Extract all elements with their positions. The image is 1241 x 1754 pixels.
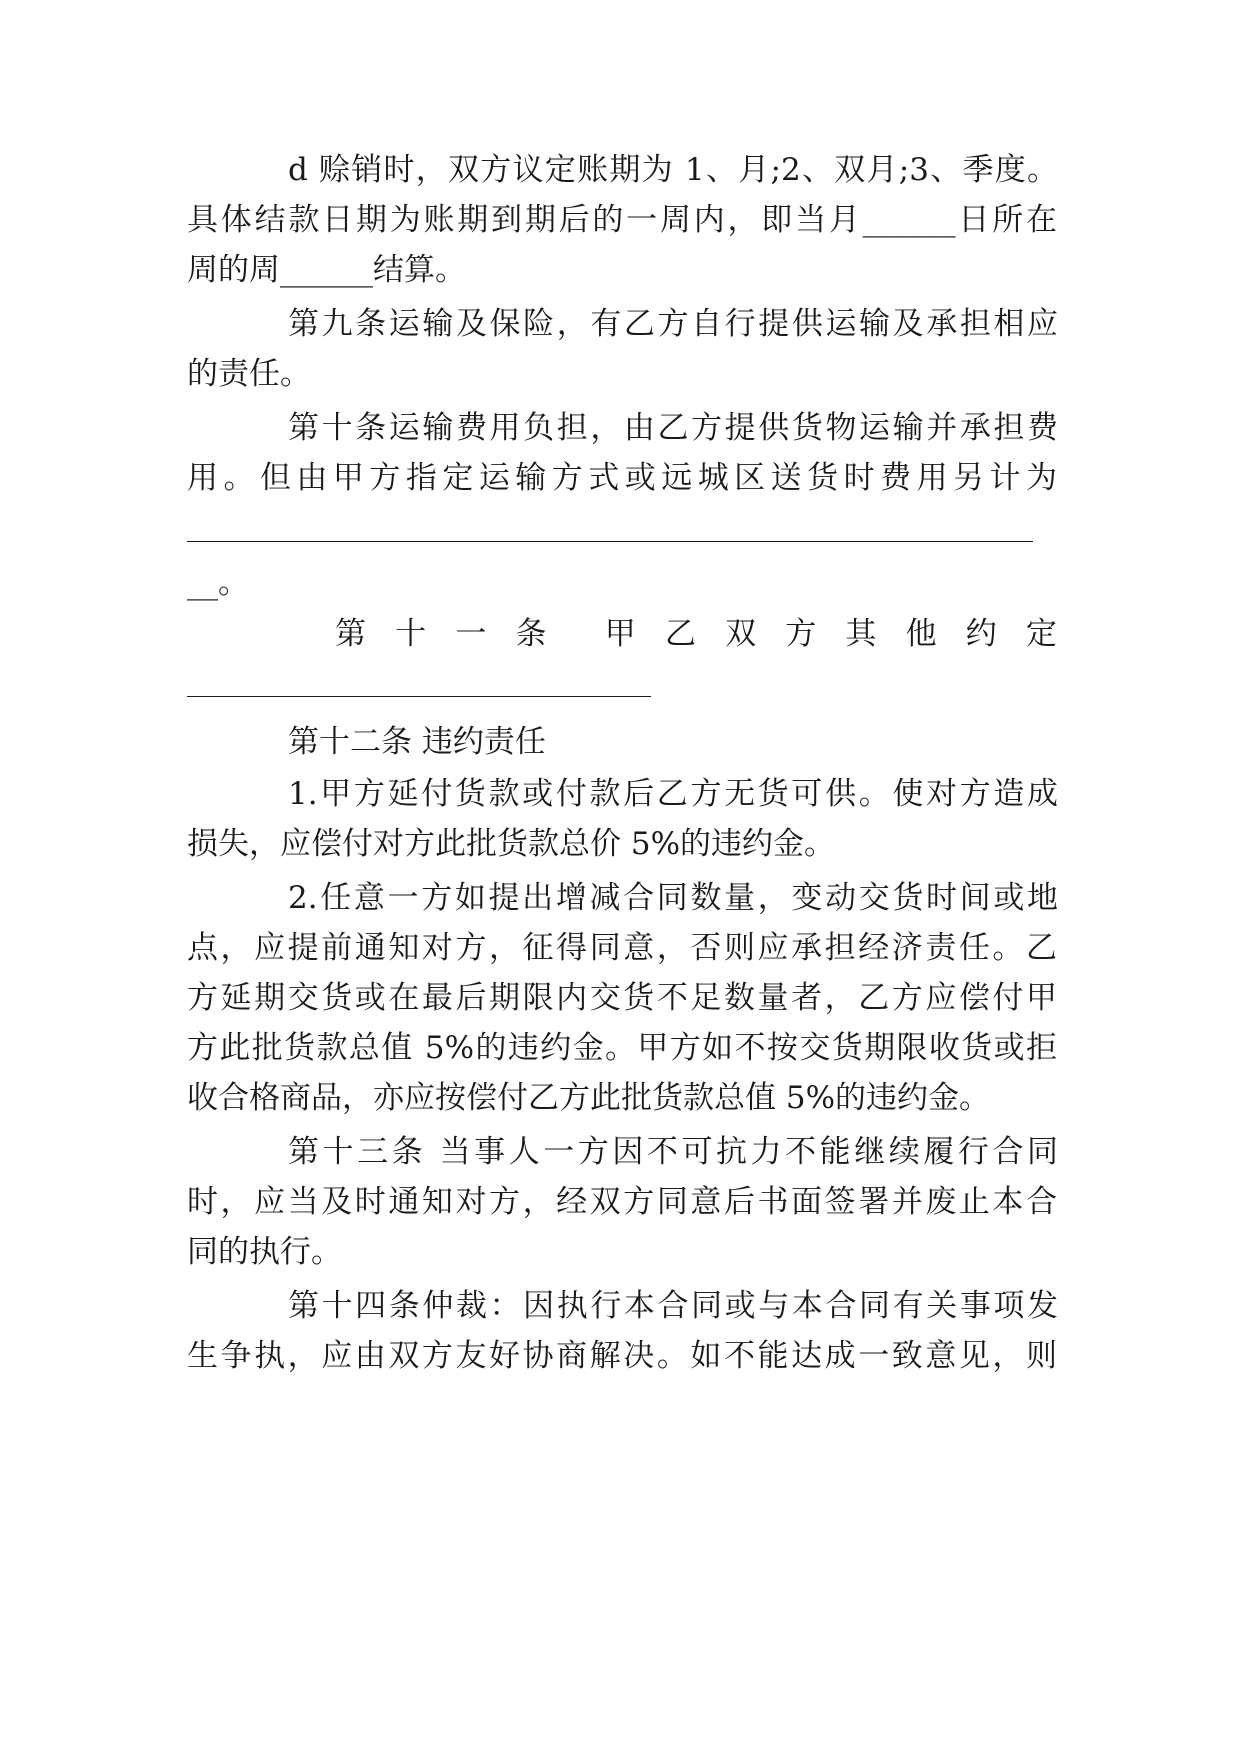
heading-char: 乙 bbox=[664, 616, 696, 652]
heading-char: 他 bbox=[905, 616, 937, 652]
fill-in-blank-line bbox=[187, 541, 1033, 542]
paragraph-line: 第十条运输费用负担，由乙方提供货物运输并承担费 bbox=[288, 410, 1058, 446]
paragraph-line: 2.任意一方如提出增减合同数量，变动交货时间或地 bbox=[288, 880, 1058, 916]
paragraph-line: 的责任。 bbox=[187, 356, 311, 392]
heading-char: 一 bbox=[455, 616, 487, 652]
paragraph-line: 用。但由甲方指定运输方式或远城区送货时费用另计为 bbox=[187, 460, 1057, 496]
heading-char: 其 bbox=[845, 616, 877, 652]
article-11-heading bbox=[335, 614, 1057, 654]
paragraph-line: 同的执行。 bbox=[187, 1234, 342, 1270]
paragraph-line: 点，应提前通知对方，征得同意，否则应承担经济责任。乙 bbox=[187, 930, 1057, 966]
paragraph-line: 第十二条 违约责任 bbox=[288, 724, 546, 760]
paragraph-line: 1.甲方延付货款或付款后乙方无货可供。使对方造成 bbox=[288, 776, 1058, 812]
heading-char: 定 bbox=[1025, 616, 1057, 652]
paragraph-line: 损失，应偿付对方此批货款总价 5%的违约金。 bbox=[187, 826, 836, 862]
heading-char: 第 bbox=[335, 616, 366, 652]
paragraph-line: 第十四条仲裁：因执行本合同或与本合同有关事项发 bbox=[288, 1288, 1058, 1324]
heading-char: 条 bbox=[515, 616, 547, 652]
paragraph-line: 方延期交货或在最后期限内交货不足数量者，乙方应偿付甲 bbox=[187, 980, 1057, 1016]
paragraph-line: 第九条运输及保险，有乙方自行提供运输及承担相应 bbox=[288, 306, 1058, 342]
heading-char: 十 bbox=[395, 616, 427, 652]
heading-char: 甲 bbox=[604, 616, 636, 652]
heading-char: 双 bbox=[725, 616, 757, 652]
paragraph-line: 方此批货款总值 5%的违约金。甲方如不按交货期限收货或拒 bbox=[187, 1030, 1057, 1066]
paragraph-line: d 赊销时，双方议定账期为 1、月;2、双月;3、季度。 bbox=[288, 152, 1058, 188]
paragraph-line: 具体结款日期为账期到期后的一周内，即当月______日所在 bbox=[187, 202, 1057, 238]
paragraph-line: __。 bbox=[187, 565, 249, 601]
paragraph-line: 生争执，应由双方友好协商解决。如不能达成一致意见，则 bbox=[187, 1338, 1057, 1374]
paragraph-line: 周的周______结算。 bbox=[187, 252, 466, 288]
paragraph-line: 时，应当及时通知对方，经双方同意后书面签署并废止本合 bbox=[187, 1184, 1057, 1220]
heading-char: 约 bbox=[965, 616, 997, 652]
fill-in-blank-line bbox=[187, 696, 651, 697]
paragraph-line: 收合格商品，亦应按偿付乙方此批货款总值 5%的违约金。 bbox=[187, 1080, 991, 1116]
heading-char: 方 bbox=[785, 616, 817, 652]
paragraph-line: 第十三条 当事人一方因不可抗力不能继续履行合同 bbox=[288, 1134, 1058, 1170]
